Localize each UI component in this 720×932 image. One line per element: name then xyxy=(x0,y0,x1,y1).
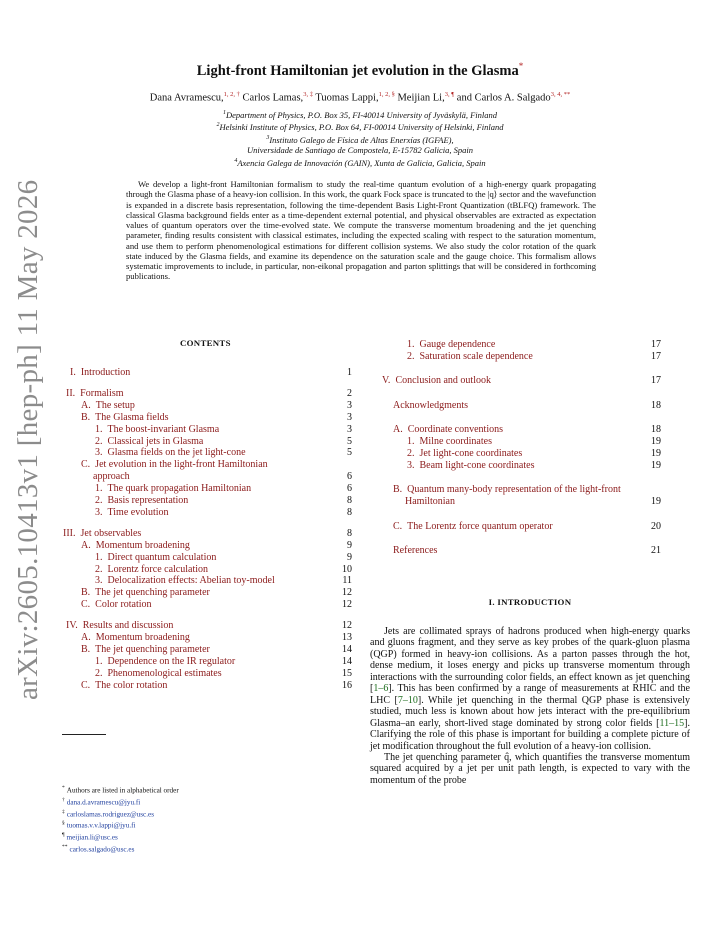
toc-entry[interactable] xyxy=(63,528,141,540)
toc-entry-number: 1. xyxy=(95,655,103,667)
citation-link[interactable]: 1–6 xyxy=(373,683,389,695)
toc-entry-number: V. xyxy=(382,375,391,387)
toc-entry-page: 18 xyxy=(651,424,661,436)
toc-entry-number: 2. xyxy=(95,495,103,506)
toc-entry[interactable] xyxy=(81,587,210,599)
toc-entry-page: 10 xyxy=(342,563,352,575)
toc-entry-number: III. xyxy=(63,527,76,539)
toc-entry-number: I. xyxy=(70,367,76,378)
toc-entry-page: 8 xyxy=(347,527,352,539)
author-name: and Carlos A. Salgado xyxy=(456,92,551,104)
toc-entry[interactable] xyxy=(393,484,621,496)
toc-entry[interactable] xyxy=(81,644,210,656)
toc-entry-number: IV. xyxy=(66,620,78,632)
toc-entry-page: 1 xyxy=(347,367,352,378)
toc-entry-title: Jet light-cone coordinates xyxy=(419,447,523,459)
toc-entry-title: Coordinate conventions xyxy=(407,424,503,436)
author-affil-mark: 3, ¶ xyxy=(444,91,455,98)
author-affil-mark: 1, 2, † xyxy=(223,91,240,98)
toc-entry-number: II. xyxy=(66,387,76,399)
paper-title xyxy=(0,61,720,80)
toc-entry-number: 1. xyxy=(95,551,103,563)
toc-entry-title: Time evolution xyxy=(107,506,169,518)
intro-paragraph-2: The jet quenching parameter q̂, which quantifies the transverse momentum squared acquired by a jet per unit path length, is expected to vary with the momentum of the probe xyxy=(370,751,690,786)
toc-entry-title: The boost-invariant Glasma xyxy=(107,423,220,435)
author-name: Meijian Li, xyxy=(397,92,445,104)
toc-entry-number: 3. xyxy=(95,506,103,518)
toc-entry-title: Direct quantum calculation xyxy=(107,551,217,563)
toc-entry-page: 18 xyxy=(651,399,661,411)
toc-entry-title: Delocalization effects: Abelian toy-model xyxy=(107,575,275,587)
toc-entry[interactable] xyxy=(407,448,522,460)
affiliation-mark: 2 xyxy=(216,122,220,129)
toc-entry[interactable] xyxy=(95,424,219,436)
toc-entry-number: 2. xyxy=(95,667,103,679)
toc-entry-title: Introduction xyxy=(80,367,131,378)
toc-entry-title: Jet observables xyxy=(80,527,142,539)
toc-entry-page: 12 xyxy=(342,599,352,611)
title-text: Light-front Hamiltonian jet evolution in the Glasma xyxy=(196,62,519,79)
author-email-link[interactable]: tuomas.v.v.lappi@jyu.fi xyxy=(66,821,136,830)
toc-entry-number: A. xyxy=(393,424,403,436)
toc-entry-number: B. xyxy=(393,484,403,496)
toc-entry-title: Results and discussion xyxy=(82,620,174,632)
toc-entry[interactable] xyxy=(81,400,135,412)
toc-entry-title: Basis representation xyxy=(107,495,189,506)
toc-entry-title: The Glasma fields xyxy=(95,411,169,423)
toc-entry-title: approach xyxy=(93,471,130,483)
arxiv-stamp: arXiv:2605.10413v1 [hep-ph] 11 May 2026 xyxy=(12,179,44,700)
toc-entry-page: 3 xyxy=(347,411,352,423)
toc-entry-title: Saturation scale dependence xyxy=(419,350,533,362)
footnote-line xyxy=(62,819,179,831)
toc-entry[interactable] xyxy=(95,447,246,459)
toc-entry-number: 1. xyxy=(407,436,415,447)
toc-entry[interactable] xyxy=(95,552,216,564)
toc-entry-number: A. xyxy=(81,539,91,551)
intro-paragraph-1 xyxy=(370,626,690,752)
contents-heading: CONTENTS xyxy=(180,338,231,348)
toc-entry-page: 16 xyxy=(342,679,352,691)
affiliation-text: Department of Physics, P.O. Box 35, FI-40014 University of Jyväskylä, Finland xyxy=(225,109,498,120)
toc-entry-number: C. xyxy=(81,679,91,691)
toc-entry-title: The setup xyxy=(95,399,135,411)
affiliation-text: Helsinki Institute of Physics, P.O. Box 64, FI-00014 University of Helsinki, Finland xyxy=(219,122,504,133)
footnote-mark: * xyxy=(62,785,65,791)
toc-entry[interactable] xyxy=(95,656,235,668)
toc-entry-title: Conclusion and outlook xyxy=(395,375,491,387)
author-email-link[interactable]: carloslamas.rodriguez@usc.es xyxy=(66,809,154,818)
toc-entry-number: B. xyxy=(81,411,91,423)
toc-entry-page: 9 xyxy=(347,551,352,563)
toc-entry-title: References xyxy=(393,544,438,556)
toc-entry-page: 11 xyxy=(342,575,352,587)
intro-text: ]. While jet quenching in the thermal QGP phase is extensively studied, much less is known about how jets interact with the pre-equilibrium Glasma–an early, short-lived stage dominated by strong color fields [ xyxy=(370,694,690,729)
toc-entry-title: Formalism xyxy=(80,387,124,399)
affiliation-mark: 3 xyxy=(266,134,270,141)
toc-entry-number: C. xyxy=(81,599,91,611)
toc-entry-page: 17 xyxy=(651,339,661,350)
toc-entry-title: Beam light-cone coordinates xyxy=(419,459,535,471)
toc-entry-page: 21 xyxy=(651,544,661,556)
toc-entry-title: Milne coordinates xyxy=(419,436,492,447)
toc-entry-title: Momentum broadening xyxy=(95,539,190,551)
affiliation-text: Axencia Galega de Innovación (GAIN), Xunta de Galicia, Galicia, Spain xyxy=(237,157,486,168)
toc-entry[interactable] xyxy=(393,545,437,557)
toc-entry-page: 3 xyxy=(347,423,352,435)
toc-entry-number: C. xyxy=(393,520,403,532)
toc-entry-page: 6 xyxy=(347,483,352,495)
affiliation-text: Universidade de Santiago de Compostela, E-15782 Galicia, Spain xyxy=(247,145,473,156)
toc-entry-number: 3. xyxy=(407,459,415,471)
toc-entry-page: 19 xyxy=(651,459,661,471)
toc-entry-number: B. xyxy=(81,587,91,599)
intro-text: ]. This has been confirmed by a range of measurements at RHIC and the LHC [ xyxy=(370,683,690,706)
citation-link[interactable]: 7–10 xyxy=(397,694,418,706)
toc-entry[interactable] xyxy=(93,471,130,483)
toc-entry[interactable] xyxy=(70,367,130,379)
toc-entry-page: 12 xyxy=(342,587,352,599)
intro-text: Jets are collimated sprays of hadrons produced when high-energy quarks and gluons fragment, and they serve as key probes of the quark-gluon plasma (QGP) formed in heavy-ion collisions. As a parton passes through the hot, dense medium, it loses energy and picks up transverse momentum through interactions with the surrounding color fields, an effect known as jet quenching [ xyxy=(370,626,690,695)
affiliation-line xyxy=(0,133,720,145)
toc-entry-title: Glasma fields on the jet light-cone xyxy=(107,447,246,459)
footnote-line xyxy=(62,843,179,855)
toc-entry-page: 3 xyxy=(347,399,352,411)
toc-entry-title: Momentum broadening xyxy=(95,632,190,643)
toc-entry[interactable] xyxy=(407,339,495,351)
toc-entry[interactable] xyxy=(66,388,124,400)
toc-entry[interactable] xyxy=(81,680,167,692)
toc-entry-title: Lorentz force calculation xyxy=(107,563,208,575)
toc-entry-page: 17 xyxy=(651,350,661,362)
toc-entry[interactable] xyxy=(95,436,203,448)
citation-link[interactable]: 11–15 xyxy=(659,717,685,729)
footnotes xyxy=(62,784,179,855)
toc-entry[interactable] xyxy=(393,400,468,412)
toc-entry-number: C. xyxy=(81,459,91,471)
toc-entry-title: The quark propagation Hamiltonian xyxy=(107,483,252,495)
toc-entry-title: The color rotation xyxy=(95,679,168,691)
toc-entry-page: 8 xyxy=(347,495,352,506)
toc-entry-page: 19 xyxy=(651,496,661,508)
affiliation-mark: 1 xyxy=(222,110,226,116)
footnote-line xyxy=(62,831,179,843)
author-affil-mark: 3, 4, ** xyxy=(550,91,571,98)
footnote-mark: ¶ xyxy=(62,832,65,839)
toc-entry-number: 3. xyxy=(95,575,103,587)
affiliation-line xyxy=(0,120,720,132)
abstract: We develop a light-front Hamiltonian formalism to study the real-time quantum evolution of a high-energy quark propagating through the Glasma phase of a heavy-ion collision. In this work, the quark Fock space is truncated to the |q⟩ sector and the wavefunction is expanded in a discrete basis representation, following the time-dependent Basis Light-Front Quantization (tBLFQ) framework. The classical Glasma background fields enter as a time-dependent external potential, and physical observables are extracted as expectation values of quantum operators over the time-evolved state. We compute the transverse momentum broadening and the jet quenching parameter, finding results consistent with classical estimates, including the expected scaling with respect to the saturation momentum, and use them to perform phenomenological estimations for different collision systems. We also study the color rotation of the quark state induced by the Glasma fields, and examine its dependence on the saturation scale and the gauge choice. This formalism allows systematic improvements to include, in particular, non-eikonal propagation and parton splittings that will be considered in forthcoming publications. xyxy=(126,179,596,282)
title-footnote-mark: * xyxy=(518,61,524,71)
toc-entry-page: 13 xyxy=(342,632,352,643)
toc-entry-number: 1. xyxy=(407,339,415,350)
affiliation-mark: 4 xyxy=(234,157,238,164)
toc-entry[interactable] xyxy=(95,575,275,587)
toc-entry[interactable] xyxy=(393,424,503,436)
toc-entry-page: 5 xyxy=(347,435,352,447)
toc-entry-page: 14 xyxy=(342,655,352,667)
toc-entry-number: 2. xyxy=(95,563,103,575)
footnote-mark: ‡ xyxy=(62,808,65,815)
toc-entry-number: 1. xyxy=(95,423,103,435)
affiliation-text: Instituto Galego de Física de Altas Enerxías (IGFAE), xyxy=(269,134,454,145)
toc-entry[interactable] xyxy=(95,668,222,680)
toc-entry-title: Quantum many-body representation of the light-front xyxy=(407,484,621,496)
introduction-heading: I. INTRODUCTION xyxy=(488,597,572,607)
toc-entry-page: 19 xyxy=(651,447,661,459)
affiliation-list xyxy=(0,108,720,168)
toc-entry-number: 1. xyxy=(95,483,103,495)
toc-entry[interactable] xyxy=(95,564,208,576)
toc-entry-title: Dependence on the IR regulator xyxy=(107,655,236,667)
toc-entry-page: 2 xyxy=(347,387,352,399)
toc-entry-title: The jet quenching parameter xyxy=(95,587,210,599)
footnote-text: Authors are listed in alphabetical order xyxy=(66,786,179,795)
footnote-mark: † xyxy=(62,796,65,803)
toc-entry-page: 15 xyxy=(342,667,352,679)
author-name: Carlos Lamas, xyxy=(242,92,304,104)
author-email-link[interactable]: meijian.li@usc.es xyxy=(66,833,118,842)
author-email-link[interactable]: dana.d.avramescu@jyu.fi xyxy=(66,798,141,807)
toc-entry-number: A. xyxy=(81,632,91,643)
toc-entry-title: Phenomenological estimates xyxy=(107,667,222,679)
footnote-mark: § xyxy=(62,820,65,827)
affiliation-line xyxy=(0,145,720,156)
toc-entry-number: A. xyxy=(81,399,91,411)
footnote-line xyxy=(62,808,179,820)
toc-entry-page: 5 xyxy=(347,447,352,459)
toc-entry-title: The Lorentz force quantum operator xyxy=(407,520,553,532)
author-affil-mark: 3, ‡ xyxy=(303,91,313,98)
toc-entry[interactable] xyxy=(382,375,491,387)
author-name: Dana Avramescu, xyxy=(149,92,224,104)
toc-entry[interactable] xyxy=(66,620,173,632)
toc-entry[interactable] xyxy=(81,412,168,424)
author-list xyxy=(0,91,720,104)
toc-entry-page: 19 xyxy=(651,436,661,447)
toc-entry-number: B. xyxy=(81,643,91,655)
toc-entry-title: The jet quenching parameter xyxy=(95,643,210,655)
toc-entry-page: 14 xyxy=(342,643,352,655)
footnote-mark: ** xyxy=(62,843,68,850)
toc-entry-title: Hamiltonian xyxy=(405,496,455,508)
toc-entry-title: Jet evolution in the light-front Hamiltonian xyxy=(95,459,268,471)
toc-entry[interactable] xyxy=(81,540,190,552)
toc-entry[interactable] xyxy=(95,483,251,495)
toc-entry[interactable] xyxy=(81,632,190,644)
toc-entry-page: 17 xyxy=(651,375,661,387)
toc-entry[interactable] xyxy=(95,495,188,507)
toc-entry-page: 6 xyxy=(347,471,352,483)
footnote-divider xyxy=(62,734,106,735)
toc-entry-page: 12 xyxy=(342,620,352,632)
toc-entry[interactable] xyxy=(407,436,492,448)
footnote-line xyxy=(62,796,179,808)
toc-entry-number: 2. xyxy=(407,350,415,362)
toc-entry-number: 2. xyxy=(95,435,103,447)
toc-entry[interactable] xyxy=(81,599,152,611)
toc-entry-page: 9 xyxy=(347,539,352,551)
intro-text: ]. Clarifying the role of this phase is important for building a complete picture of jet modification throughout the full evolution of a heavy-ion collision. xyxy=(370,717,690,752)
toc-entry-number: 2. xyxy=(407,447,415,459)
introduction-body xyxy=(370,626,690,786)
toc-entry-number: 3. xyxy=(95,447,103,459)
toc-entry-title: Color rotation xyxy=(95,599,152,611)
toc-entry[interactable] xyxy=(405,496,455,508)
toc-entry[interactable] xyxy=(95,507,169,519)
toc-entry[interactable] xyxy=(407,351,533,363)
footnote-line xyxy=(62,784,179,796)
author-affil-mark: 1, 2, § xyxy=(378,91,395,98)
affiliation-line xyxy=(0,108,720,120)
toc-entry-title: Classical jets in Glasma xyxy=(107,435,204,447)
author-email-link[interactable]: carlos.salgado@usc.es xyxy=(69,845,135,854)
affiliation-line xyxy=(0,156,720,168)
toc-entry[interactable] xyxy=(81,459,268,471)
toc-entry-title: Acknowledgments xyxy=(393,399,468,411)
author-name: Tuomas Lappi, xyxy=(315,92,379,104)
toc-entry[interactable] xyxy=(393,521,553,533)
toc-entry-page: 20 xyxy=(651,520,661,532)
toc-entry-title: Gauge dependence xyxy=(419,339,496,350)
toc-entry-page: 8 xyxy=(347,506,352,518)
toc-entry[interactable] xyxy=(407,460,534,472)
